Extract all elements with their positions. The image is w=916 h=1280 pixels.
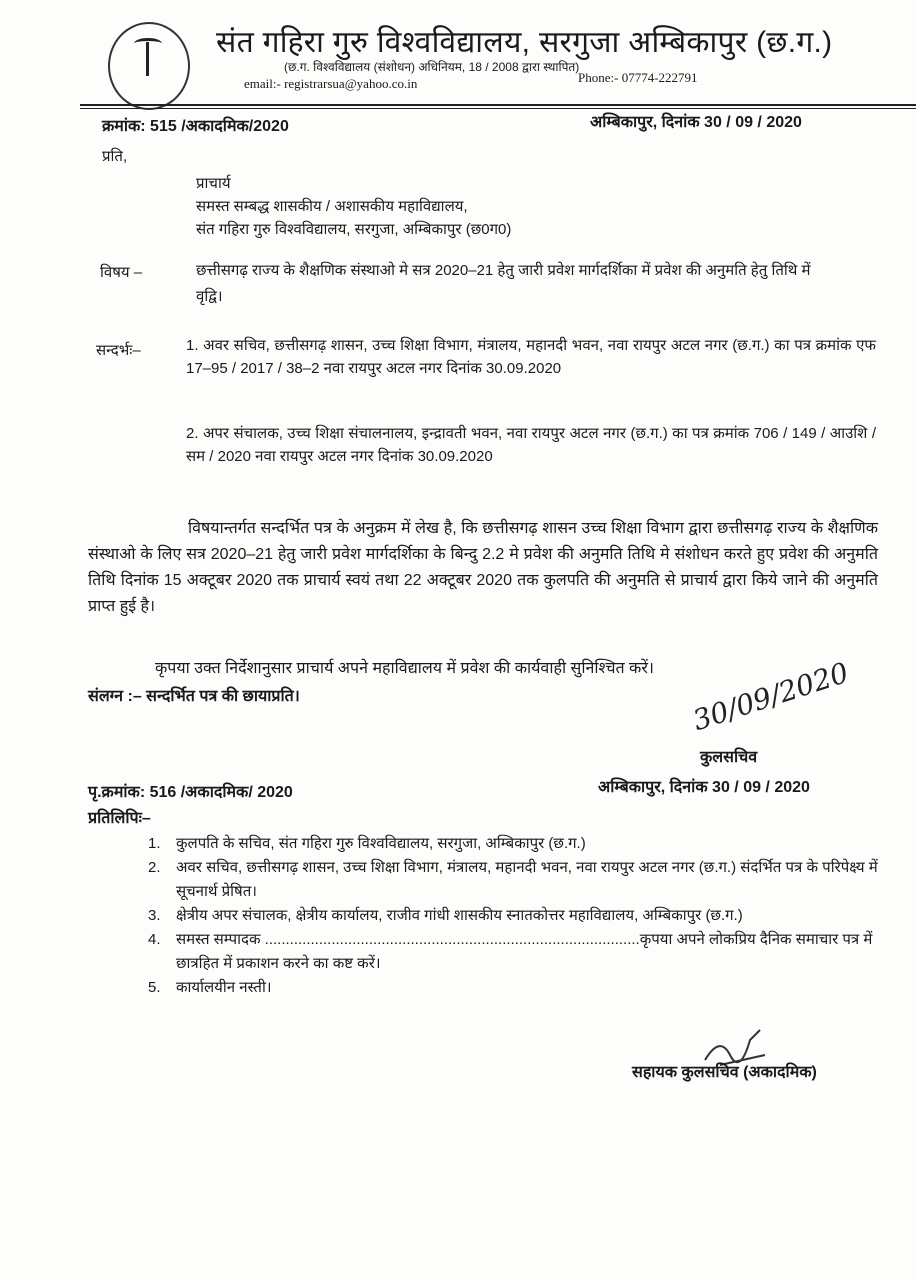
copy-item-text: कार्यालयीन नस्ती। [176, 979, 272, 996]
copy-ref-date: अम्बिकापुर, दिनांक 30 / 09 / 2020 [598, 779, 810, 796]
copy-item-number: 5. [148, 979, 161, 996]
copy-item [148, 928, 878, 976]
ref-date: अम्बिकापुर, दिनांक 30 / 09 / 2020 [590, 114, 802, 131]
addressee-line: प्राचार्य [196, 175, 231, 192]
copy-item [148, 856, 878, 904]
copy-item-text: अवर सचिव, छत्तीसगढ़ शासन, उच्च शिक्षा विभाग, मंत्रालय, महानदी भवन, नवा रायपुर अटल नगर (छ.ग.) संदर्भित पत्र के परिपेक्ष्य में सूचनार्थ प्रेषित। [176, 859, 878, 900]
copy-item [148, 832, 878, 856]
copy-label: प्रतिलिपिः– [88, 810, 151, 827]
copy-item [148, 976, 878, 1000]
ref-number: क्रमांक: 515 /अकादमिक/2020 [102, 118, 289, 135]
signatory-assistant-registrar: सहायक कुलसचिव (अकादमिक) [632, 1064, 817, 1081]
signatory-registrar: कुलसचिव [700, 749, 758, 766]
body-instruction: कृपया उक्त निर्देशानुसार प्राचार्य अपने महाविद्यालय में प्रवेश की कार्यवाही सुनिश्चित करें। [155, 660, 654, 677]
university-seal [108, 22, 190, 110]
copy-item-number: 3. [148, 907, 161, 924]
body-paragraph: विषयान्तर्गत सन्दर्भित पत्र के अनुक्रम में लेख है, कि छत्तीसगढ़ शासन उच्च शिक्षा विभाग द्वारा छत्तीसगढ़ राज्य के शैक्षणिक संस्थाओ के लिए सत्र 2020–21 हेतु जारी प्रवेश मार्गदर्शिका के बिन्दु 2.2 मे प्रवेश की अनुमति तिथि मे संशोधन करते हुए प्रवेश की अनुमति तिथि दिनांक 15 अक्टूबर 2020 तक प्राचार्य स्वयं तथा 22 अक्टूबर 2020 तक कुलपति की अनुमति से प्राचार्य द्वारा किये जाने की अनुमति प्राप्त हुई है। [88, 520, 878, 615]
references-label: सन्दर्भः– [96, 342, 141, 359]
reference-item: 1. अवर सचिव, छत्तीसगढ़ शासन, उच्च शिक्षा विभाग, मंत्रालय, महानदी भवन, नवा रायपुर अटल नगर (छ.ग.) का पत्र क्रमांक एफ 17–95 / 2017 / 38–2 नवा रायपुर अटल नगर दिनांक 30.09.2020 [186, 337, 876, 377]
signature-handwritten: 30/09/2020 [688, 655, 853, 738]
enclosure: संलग्न :– सन्दर्भित पत्र की छायाप्रति। [88, 688, 300, 705]
copy-item-text: कुलपति के सचिव, संत गहिरा गुरु विश्वविद्यालय, सरगुजा, अम्बिकापुर (छ.ग.) [176, 835, 586, 852]
copy-item-text: समस्त सम्पादक ..........................................................................................कृपया अपने लोकप्रिय दैनिक समाचार पत्र में छात्रहित में प्रकाशन करने का कष्ट करें। [176, 931, 873, 972]
addressee [196, 172, 511, 241]
letterhead-email: email:- registrarsua@yahoo.co.in [244, 76, 418, 91]
header-divider-thin [80, 108, 916, 109]
to-label: प्रति, [102, 148, 128, 165]
copy-item [148, 904, 878, 928]
letterhead-subtitle: (छ.ग. विश्वविद्यालय (संशोधन) अधिनियम, 18 / 2008 द्वारा स्थापित) [284, 60, 580, 74]
subject-label: विषय – [100, 264, 143, 281]
reference-item: 2. अपर संचालक, उच्च शिक्षा संचालनालय, इन्द्रावती भवन, नवा रायपुर अटल नगर (छ.ग.) का पत्र क्रमांक 706 / 149 / आउशि / सम / 2020 नवा रायपुर अटल नगर दिनांक 30.09.2020 [186, 425, 876, 465]
copy-ref-number: पृ.क्रमांक: 516 /अकादमिक/ 2020 [88, 784, 293, 801]
copy-list [148, 832, 878, 1000]
addressee-line: समस्त सम्बद्ध शासकीय / अशासकीय महाविद्यालय, [196, 198, 468, 215]
letterhead-phone: Phone:- 07774-222791 [578, 70, 698, 85]
copy-item-number: 4. [148, 931, 161, 948]
copy-item-number: 2. [148, 859, 161, 876]
subject-text: छत्तीसगढ़ राज्य के शैक्षणिक संस्थाओ मे सत्र 2020–21 हेतु जारी प्रवेश मार्गदर्शिका में प्रवेश की अनुमति हेतु तिथि में वृद्वि। [196, 262, 811, 305]
copy-item-number: 1. [148, 835, 161, 852]
letterhead-title: संत गहिरा गुरु विश्वविद्यालय, सरगुजा अम्बिकापुर (छ.ग.) [216, 26, 833, 59]
addressee-line: संत गहिरा गुरु विश्वविद्यालय, सरगुजा, अम्बिकापुर (छ0ग0) [196, 221, 512, 238]
header-divider [80, 104, 916, 106]
copy-item-text: क्षेत्रीय अपर संचालक, क्षेत्रीय कार्यालय, राजीव गांधी शासकीय स्नातकोत्तर महाविद्यालय, अम्बिकापुर (छ.ग.) [176, 907, 743, 924]
